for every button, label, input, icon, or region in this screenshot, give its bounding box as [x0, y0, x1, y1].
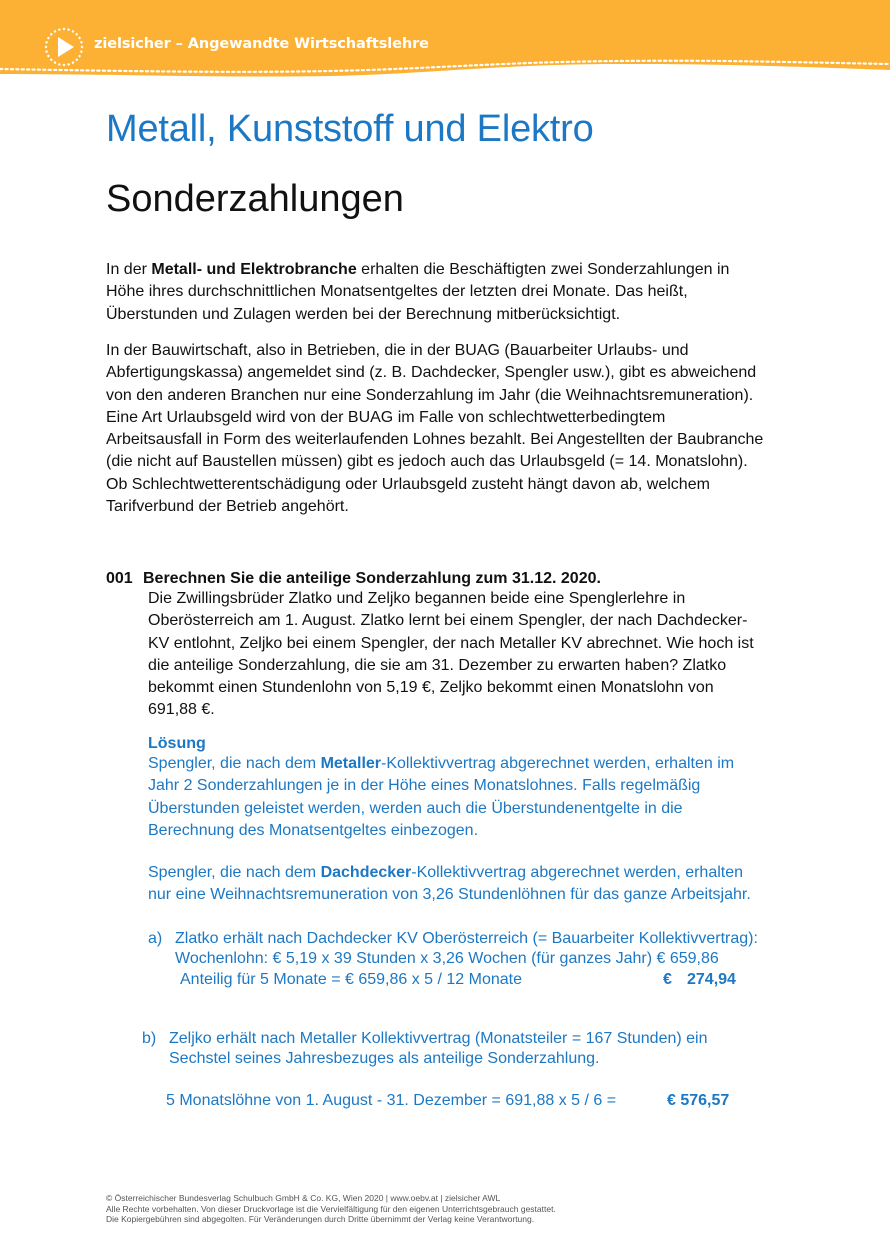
text: Spengler, die nach dem [148, 755, 321, 772]
text-line: In der Bauwirtschaft, also in Betrieben, die in der BUAG (Bauarbeiter Urlaubs- und [106, 342, 689, 359]
text: erhalten die Beschäftigten zwei Sonderzahlungen in [356, 261, 730, 278]
text-line: Höhe ihres durchschnittlichen Monatsentgeltes der letzten drei Monate. Das heißt, [106, 283, 688, 301]
solution-paragraph-dachdecker [148, 862, 798, 907]
text-line: Tarifverbund der Betrieb angehört. [106, 498, 349, 516]
text-line: Abfertigungskassa) angemeldet sind (z. B. Dachdecker, Spengler usw.), gibt es abweichend [106, 364, 757, 382]
text: In der [106, 261, 152, 278]
solution-a-result: 274,94 [687, 971, 736, 988]
text-line: Überstunden geleistet werden, werden auch die Überstundenentgelte in die [148, 799, 683, 817]
intro-paragraph-2 [106, 340, 806, 518]
text-line: von den anderen Branchen nur eine Sonderzahlung im Jahr (die Weihnachtsremuneration). [106, 386, 754, 404]
solution-b-calc: 5 Monatslöhne von 1. August - 31. Dezember = 691,88 x 5 / 6 = [166, 1092, 617, 1109]
text-line: (die nicht auf Baustellen müssen) gibt es jedoch auch das Urlaubsgeld (= 14. Monatslohn). [106, 453, 748, 471]
text-line: die anteilige Sonderzahlung, die sie am 31. Dezember zu erwarten haben? Zlatko [148, 656, 727, 674]
solution-a-line2: Wochenlohn: € 5,19 x 39 Stunden x 3,26 Wochen (für ganzes Jahr) € 659,86 [175, 950, 719, 967]
solution-b-result: € 576,57 [667, 1092, 730, 1109]
text-line: KV entlohnt, Zeljko bei einem Spengler, der nach Metaller KV abrechnet. Wie hoch ist [148, 634, 754, 652]
solution-a-currency: € [663, 971, 672, 988]
text-line: Berechnung des Monatsentgeltes einbezogen. [148, 821, 479, 839]
solution-label: Lösung [148, 735, 206, 752]
task-heading [106, 568, 601, 590]
text-line: bekommt einen Stundenlohn von 5,19 €, Zeljko bekommt einen Monatslohn von [148, 679, 714, 697]
text-line: Überstunden und Zulagen werden bei der Berechnung mitberücksichtigt. [106, 305, 621, 323]
footer-line: Die Kopiergebühren sind abgegolten. Für Veränderungen durch Dritte übernimmt der Verlag keine Verantwortung. [106, 1214, 535, 1224]
footer-line: © Österreichischer Bundesverlag Schulbuch GmbH & Co. KG, Wien 2020 | www.oebv.at | zielsicher AWL [106, 1193, 501, 1203]
text-line: Die Zwillingsbrüder Zlatko und Zeljko begannen beide eine Spenglerlehre in [148, 590, 686, 607]
intro-paragraph-1 [106, 259, 806, 326]
solution-a-line1: Zlatko erhält nach Dachdecker KV Oberösterreich (= Bauarbeiter Kollektivvertrag): [175, 930, 758, 947]
solution-b-line2: Sechstel seines Jahresbezuges als anteilige Sonderzahlung. [169, 1050, 600, 1067]
solution-b-marker: b) [142, 1030, 157, 1047]
page-title: Sonderzahlungen [106, 178, 404, 220]
copyright-footer [106, 1193, 556, 1225]
text-line: Ob Schlechtwetterentschädigung oder Urlaubsgeld zusteht hängt davon ab, welchem [106, 475, 710, 493]
bold-term: Metall- und Elektrobranche [151, 261, 357, 278]
brand-title: zielsicher – Angewandte Wirtschaftslehre [94, 36, 429, 52]
task-number: 001 [106, 570, 133, 587]
bold-term: Metaller [320, 755, 382, 772]
text-line: Arbeitsausfall in Form des weiterlaufenden Lohnes bezahlt. Bei Angestellten der Baubranche [106, 431, 764, 449]
text-line: Oberösterreich am 1. August. Zlatko lernt bei einem Spengler, der nach Dachdecker- [148, 612, 748, 630]
footer-line: Alle Rechte vorbehalten. Von dieser Druckvorlage ist die Vervielfältigung für den eigenen Unterrichtsgebrauch gestattet. [106, 1203, 556, 1214]
solution-a-line3: Anteilig für 5 Monate = € 659,86 x 5 / 12 Monate [180, 971, 522, 988]
text-line: nur eine Weihnachtsremuneration von 3,26 Stundenlöhnen für das ganze Arbeitsjahr. [148, 886, 751, 904]
text-line: 691,88 €. [148, 701, 215, 719]
text: -Kollektivvertrag abgerechnet werden, erhalten im [381, 755, 735, 772]
task-description [148, 588, 798, 722]
text-line: Jahr 2 Sonderzahlungen je in der Höhe eines Monatslohnes. Falls regelmäßig [148, 777, 701, 795]
solution-b-line1: Zeljko erhält nach Metaller Kollektivvertrag (Monatsteiler = 167 Stunden) ein [169, 1030, 708, 1047]
task-title: Berechnen Sie die anteilige Sonderzahlung zum 31.12. 2020. [143, 570, 601, 587]
bold-term: Dachdecker [320, 864, 412, 881]
header-banner [0, 0, 890, 80]
solution-paragraph-metaller [148, 753, 798, 842]
text: Spengler, die nach dem [148, 864, 321, 881]
subject-title: Metall, Kunststoff und Elektro [106, 108, 594, 150]
text-line: Eine Art Urlaubsgeld wird von der BUAG im Falle von schlechtwetterbedingtem [106, 408, 666, 426]
solution-a-marker: a) [148, 930, 163, 947]
play-icon [44, 27, 84, 67]
text: -Kollektivvertrag abgerechnet werden, erhalten [411, 864, 744, 881]
